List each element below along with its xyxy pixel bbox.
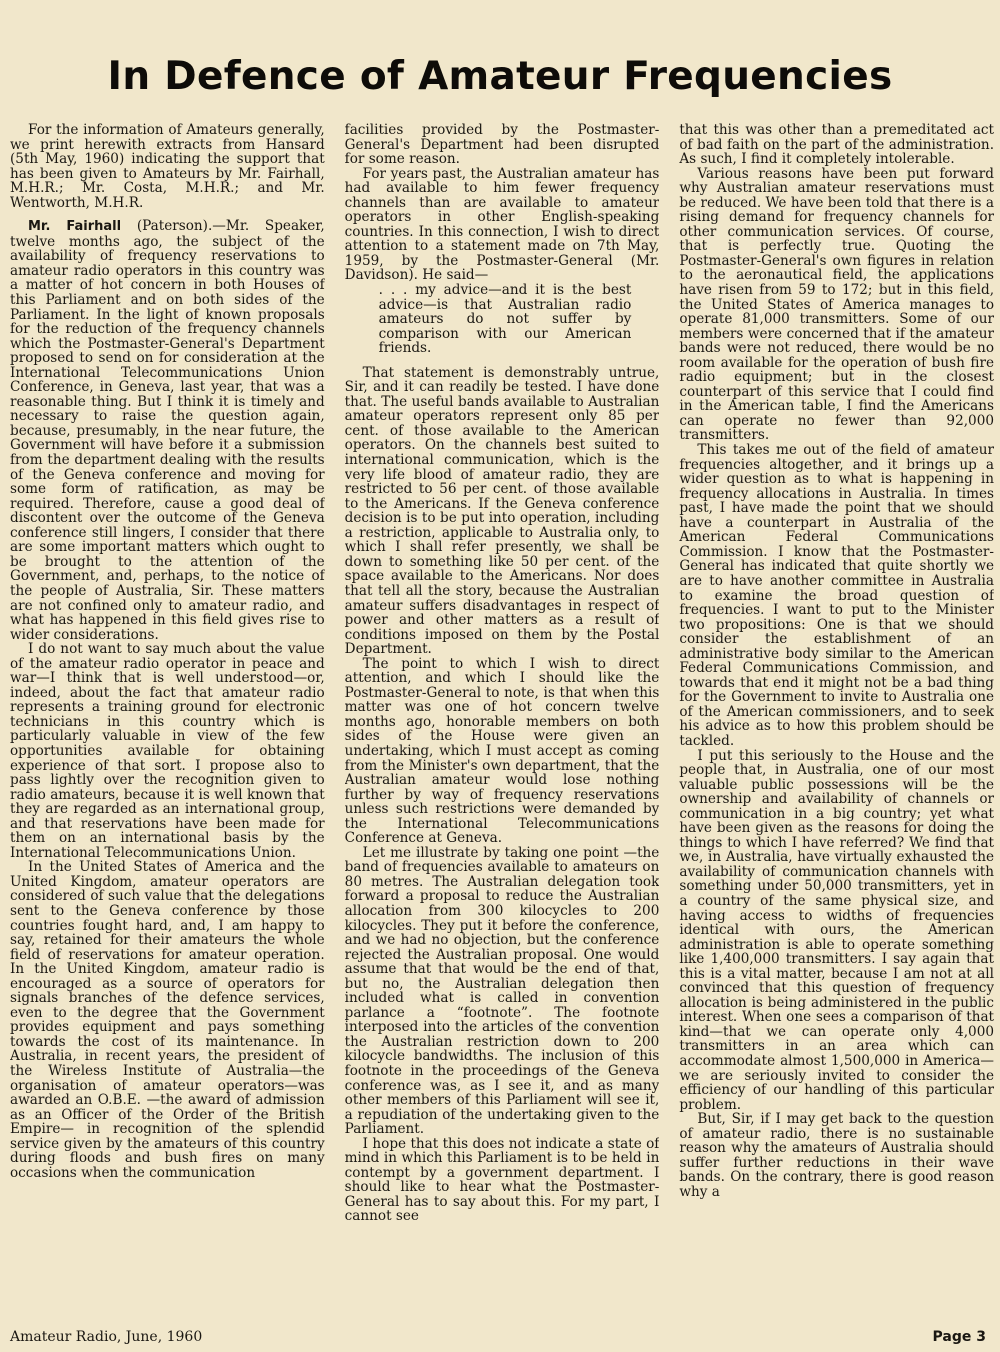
paragraph-text: (Paterson).—Mr. Speaker, twelve months ago, the subject of the availability of frequency reservations to amateur radio operators in this country was a matter of hot concern in both Houses of this Parliament and on both sides of the Parliament. In the light of known proposals for the reduction of the frequency channels which the Postmaster-General's Department proposed to send on for consideration at the International Telecommunications Union Conference, in Geneva, last year, that was a reasonable thing. But I think it is timely and necessary to raise the question again, because, presumably, in the near future, the Government will have before it a submission from the department dealing with the results of the Geneva conference and moving for some form of ratification, as may be required. Therefore, cause a good deal of discontent over the outcome of the Geneva conference still lingers, I consider that there are some important matters which ought to be brought to the attention of the Government, and, perhaps, to the notice of the people of Australia, Sir. These matters are not confined only to amateur radio, and what has happened in this field gives rise to wider considerations.: [10, 218, 325, 643]
paragraph: [679, 1112, 994, 1199]
paragraph-text: I do not want to say much about the value of the amateur radio operator in peace and war—I think that is well understood—or, indeed, about the fact that amateur radio represents a training ground for electronic technicians in this country which is particularly valuable in view of the few opportunities available for obtaining experience of that sort. I propose also to pass lightly over the recognition given to radio amateurs, because it is well known that they are regarded as an international group, and that reservations have been made for them on an international basis by the International Telecommunications Union.: [10, 641, 325, 861]
speaker-name: Mr. Fairhall: [28, 219, 122, 235]
paragraph-text: For the information of Amateurs generally, we print herewith extracts from Hansard (5th May, 1960) indicating the support that has been given to Amateurs by Mr. Fairhall, M.H.R.; Mr. Costa, M.H.R.; and Mr. Wentworth, M.H.R.: [10, 123, 325, 211]
paragraph: [679, 443, 994, 748]
paragraph-text: That statement is demonstrably untrue, Sir, and it can readily be tested. I have done that. The useful bands available to Australian amateur operators represent only 85 per cent. of those available to the American operators. On the channels best suited to international communication, which is the very life blood of amateur radio, they are restricted to 56 per cent. of those available to the Americans. If the Geneva conference decision is to be put into operation, including a restriction, applicable to Australia only, to which I shall refer presently, we shall be down to something like 50 per cent. of the space available to the Americans. Nor does that tell all the story, because the Australian amateur suffers disadvantages in respect of power and other matters as a result of conditions imposed on them by the Postal Department.: [344, 364, 660, 658]
column-2: [345, 123, 660, 1318]
paragraph-text: . . . my advice—and it is the best advice—is that Australian radio amateurs do not suffer by comparison with our American friends.: [378, 282, 632, 357]
article-body: [10, 123, 994, 1318]
paragraph-text: In the United States of America and the United Kingdom, amateur operators are considered of such value that the delegations sent to the Geneva conference by those countries fought hard, and, I am happy to say, retained for their amateurs the whole field of reservations for amateur operation. In the United Kingdom, amateur radio is encouraged as a source of operators for signals branches of the defence services, even to the degree that the Government provides equipment and pays something towards the cost of its maintenance. In Australia, in recent years, the president of the Wireless Institute of Australia—the organisation of amateur operators—was awarded an O.B.E. —the award of admission as an Officer of the Order of the British Empire— in recognition of the splendid service given by the amateurs of this country during floods and bush fires on many occasions when the communication: [10, 859, 325, 1181]
article-title: In Defence of Amateur Frequencies: [107, 54, 893, 99]
paragraph: [10, 123, 325, 210]
paragraph-text: For years past, the Australian amateur has had available to him fewer frequency channels than are available to amateur operators in other English-speaking countries. In this connection, I wish to direct attention to a statement made on 7th May, 1959, by the Postmaster-General (Mr. Davidson). He said—: [344, 165, 660, 284]
paragraph: [679, 167, 994, 443]
page-number: Page 3: [932, 1329, 986, 1345]
paragraph-text: But, Sir, if I may get back to the question of amateur radio, there is no sustainable reason why the amateurs of Australia should suffer further reductions in their wave bands. On the contrary, there is good reason why a: [679, 1111, 994, 1200]
paragraph-text: The point to which I wish to direct attention, and which I should like the Postmaster-General to note, is that when this matter was one of hot concern twelve months ago, honorable members on both sides of the House were given an undertaking, which I must accept as coming from the Minister's own department, that the Australian amateur would lose nothing further by way of frequency reservations unless such restrictions were demanded by the International Telecommunications Conference at Geneva.: [344, 655, 660, 847]
paragraph: [345, 366, 660, 657]
column-1: [10, 123, 325, 1318]
paragraph: [10, 642, 325, 860]
publication-info: Amateur Radio, June, 1960: [10, 1329, 203, 1345]
page-footer: [10, 1329, 986, 1345]
column-3: [679, 123, 994, 1318]
paragraph: [345, 167, 660, 283]
paragraph-text: facilities provided by the Postmaster-General's Department had been disrupted for some reason.: [344, 123, 660, 168]
paragraph: [679, 749, 994, 1113]
paragraph-text: Let me illustrate by taking one point —the band of frequencies available to amateurs on 80 metres. The Australian delegation took forward a proposal to reduce the Australian allocation from 300 kilocycles to 200 kilocycles. They put it before the conference, and we had no objection, but the conference rejected the Australian proposal. One would assume that that would be the end of that, but no, the Australian delegation then included what is called in convention parlance a “footnote”. The footnote interposed into the articles of the convention the Australian restriction down to 200 kilocycle bandwidths. The inclusion of this footnote in the proceedings of the Geneva conference was, as I see it, and as many other members of this Parliament will see it, a repudiation of the undertaking given to the Parliament.: [344, 844, 660, 1138]
paragraph: [345, 846, 660, 1137]
paragraph: [10, 860, 325, 1180]
paragraph: [345, 1137, 660, 1224]
paragraph-text: This takes me out of the field of amateur frequencies altogether, and it brings up a wider question as to what is happening in frequency allocations in Australia. In times past, I have made the point that we should have a counterpart in Australia of the American Federal Communications Commission. I know that the Postmaster-General has indicated that quite shortly we are to have another committee in Australia to examine the broad question of frequencies. I want to put to the Minister two propositions: One is that we should consider the establishment of an administrative body similar to the American Federal Communications Commission, and towards that end it might not be a bad thing for the Government to invite to Australia one of the American commissioners, and to seek his advice as to how this problem should be tackled.: [679, 442, 994, 749]
paragraph: [345, 123, 660, 167]
paragraph: [345, 657, 660, 846]
paragraph-text: I hope that this does not indicate a state of mind in which this Parliament is to be held in contempt by a government department. I should like to hear what the Postmaster-General has to say about this. For my part, I cannot see: [344, 1135, 660, 1225]
paragraph-text: that this was other than a premeditated act of bad faith on the part of the administration. As such, I find it completely intolerable.: [679, 123, 994, 168]
paragraph-text: I put this seriously to the House and the people that, in Australia, one of our most valuable public possessions will be the ownership and availability of channels or communication in a big country; yet what have been given as the reasons for doing the things to which I have referred? We find that we, in Australia, have virtually exhausted the availability of communication channels with something under 50,000 transmitters, yet in a country of the same physical size, and having access to widths of frequencies identical with ours, the American administration is able to operate something like 1,400,000 transmitters. I say again that this is a vital matter, because I am not at all convinced that this question of frequency allocation is being administered in the public interest. When one sees a comparison of that kind—that we can operate only 4,000 transmitters in an area which can accommodate almost 1,500,000 in America—we are seriously invited to consider the efficiency of our handling of this particular problem.: [679, 747, 994, 1113]
paragraph: [679, 123, 994, 167]
paragraph-text: Various reasons have been put forward why Australian amateur reservations must be reduced. We have been told that there is a rising demand for frequency channels for other communication services. Of course, that is perfectly true. Quoting the Postmaster-General's own figures in relation to the aeronautical field, the applications have risen from 59 to 172; but in this field, the United States of America manages to operate 81,000 transmitters. Some of our members were concerned that if the amateur bands were not reduced, there would be no room available for the operation of bush fire radio equipment; but in the closest counterpart of this service that I could find in the American table, I find the Americans can operate no fewer than 92,000 transmitters.: [679, 165, 994, 444]
paragraph: [10, 219, 325, 642]
block-quote: [379, 283, 632, 356]
